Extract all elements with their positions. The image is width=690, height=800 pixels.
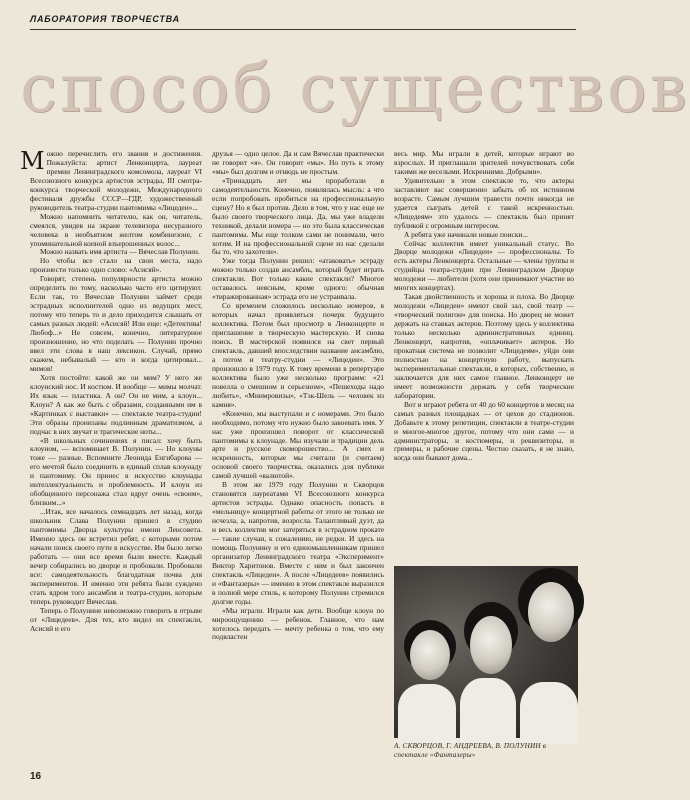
paragraph: Но чтобы все стало на свои места, надо произнести только одно слово: «Асисяй». <box>30 256 202 275</box>
paragraph: ...Итак, все началось семнадцать лет назад, когда школьник Слава Полунин пришел в студию пантомимы Дворца культуры имени Ленсовета. Именно здесь он встретил ребят, с которыми потом начали поиск своего пути в искусстве. Им было легко работать — они все время были вместе. Каждый вечер собирались во дворце и пробовали. Пробовали все: самодеятельность благодатная почва для экспериментов. И именно эти ребята были суждено стать ядром того ансамбля и театра-студии, которым теперь руководит Вячеслав. <box>30 507 202 606</box>
figure-body-center <box>460 678 516 744</box>
figure-face-left <box>410 630 450 680</box>
figure-body-left <box>398 684 456 744</box>
paragraph: Сейчас коллектив имеет уникальный статус. Во Дворце молодежи «Лицедеи» — профессионалы. То есть актеры Ленконцерта. Остальные — члены труппы и студийцы театра-студии при Ленинградском Дворце молодежи — любители (хотя они принимают участие во многих концертах). <box>394 238 574 293</box>
paragraph: весь мир. Мы играли в детей, которые играют во взрослых. И приглашали зрителей почувствовать себя такими же веселыми. Искренними. Добрыми». <box>394 149 574 176</box>
drop-cap: М <box>20 147 45 175</box>
paragraph: А ребята уже начинали новые поиски... <box>404 229 528 239</box>
article-headline <box>20 46 690 132</box>
paragraph: Хотя постойте: какой же он мим? У него же клоунский нос. И костюм. И вообще — мимы молчат. Их язык — пластика. А он? Он не мим, а клоун... Клоун? А как же быть с образами, созданными им в «Картинках с выставки» — спектакле театра-студии! Эти образы пронизаны подлинным драматизмом, а подчас в них звучат и трагические ноты... <box>30 372 202 436</box>
photo-caption <box>394 742 578 760</box>
text-column-1 <box>20 147 202 776</box>
paragraph: «Конечно, мы выступали и с номерами. Это было необходимо, потому что нужно было завоевать имя. У нас уже произошел поворот от классической пантомимы к клоунаде. Мы изучали и традиции дель арте и русское скоморошество... А смех и искренность, которые мы считали (и считаем) основой своего творчества, оказались для публики самой лучшей «валютой». <box>212 408 384 481</box>
paragraph: Можно назвать имя артиста — Вячеслав Полунин. <box>40 247 200 257</box>
paragraph: «В школьных сочинениях я писал: хочу быть клоуном, — вспоминает В. Полунин. — Но клоуны тоже — разные. Вспомните Леонида Енгибарова — его мечтой было соединить в единый сплав клоунаду и пантомиму. Он принес в искусство клоунады интеллектуальность и проблемность. И клоун из обобщенного персонажа стал вдруг очень «своим», близким...» <box>30 435 202 508</box>
caption-note: в спектакле «Фантазеры» <box>394 742 547 759</box>
photo-clowns <box>394 566 578 738</box>
paragraph: «Мы играли. Играли как дети. Вообще клоун по мироощущению — ребенок. Главное, что нам хотелось передать — мечту ребенка о том, что ему подвластен <box>212 605 384 642</box>
figure-face-right <box>528 582 574 642</box>
text-column-3 <box>394 150 574 563</box>
paragraph: Такая двойственность и хороша и плоха. Во Дворце молодежи «Лицедеи» имеют свой зал, свой театр — «творческий полигон» для поиска. Но дворец не может держать на ставках актеров. Поэтому здесь у коллектива только несколько административных единиц. Ленконцерт, напротив, «оплачивает» актеров. Но прокатная система не позволит «Лицедеям», уйди они полностью на концертную работу, выпускать экспериментальные спектакли, в которых, собственно, и заключается для них самое главное. Ленконцерт не имеет возможности держать у себя творческие лаборатории. <box>394 292 574 400</box>
paragraph: Уже тогда Полунин решил: «атаковать» эстраду можно только создав ансамбль, который будет играть спектакли. Вот только какие спектакли? Многое оставалось неясным, кроме одного: обычная «тиражированная» эстрада его не устраивала. <box>212 256 384 302</box>
header-rule <box>30 29 576 30</box>
paragraph: «Тринадцать лет мы проработали в самодеятельности. Конечно, появлялась мысль: а что если попробовать пробиться на профессиональную сцену? Но я был против. Дело в том, что у нас еще не было своего творческого лица. Да, мы уже владели техникой, делали номера — но это была классическая пантомима. Мы еще толком сами не понимали, чего хотим. И на профессиональной сцене из нас сделали бы то, что захотели». <box>212 175 384 257</box>
section-rubric: ЛАБОРАТОРИЯ ТВОРЧЕСТВА <box>30 14 180 24</box>
figure-body-right <box>520 682 578 744</box>
paragraph: Можно напомнить читателю, как он, читатель, смеялся, увидев на экране телевизора несуразного человека в необъятном желтом комбинезоне, с упоминательной копной взъерошенных волос... <box>30 211 202 248</box>
figure-face-center <box>470 616 512 674</box>
paragraph: Со временем сложилось несколько номеров, в которых начал проявляться почерк будущего коллектива. Потом был просмотр в Ленконцерте и приглашение в творческую мастерскую. И снова поиск. В мастерской появился на свет первый спектакль, давший впоследствии название ансамблю, а потом и театру-студии — «Лицедеи». Это произошло в 1979 году. К тому времени в репертуаре коллектива было уже несколько программ: «21 новелла о смешном и серьезном», «Пешеходы надо любить», «Миимровизы», «Тэк-Шель — человек из камня». <box>212 301 384 409</box>
caption-names: А. СКВОРЦОВ, Г. АНДРЕЕВА, В. ПОЛУНИН <box>394 742 541 750</box>
paragraph: Теперь о Полунине невозможно говорить в отрыве от «Лицедеев». Для тех, кто видел их спектакли, Асисяй и его <box>30 605 202 633</box>
page-number: 16 <box>30 771 42 782</box>
paragraph: друзья — одно целое. Да и сам Вячеслав практически не говорит «я». Он говорит «мы». Но путь к этому «мы» был долгим и отнюдь не простым. <box>212 149 384 176</box>
paragraph: В этом же 1979 году Полунин и Скворцов становятся лауреатами VI Всесоюзного конкурса артистов эстрады. Однако опасность попасть в «мельницу» концертной работы от этого не только не исчезла, а, напротив, возросла. Талантливый дуэт, да и весь коллектив мог затеряться в эстрадном прокате — такие случаи, к сожалению, не редки. И здесь на помощь Полунину и его единомышленникам пришел организатор Ленинградского театра «Эксперимент» Виктор Харитонов. Вместе с ним и был закончен спектакль «Лицедеи». А после «Лицедеев» появились и «Фантазеры» — именно в этом спектакле выразился в полной мере стиль, к которому Полунин стремился долгие годы. <box>212 480 384 606</box>
paragraph: ожно перечислить его звания и достижения. Пожалуйста: артист Ленконцерта, лауреат премии Ленинградского комсомола, лауреат VI Всесоюзного конкурса артистов эстрады, III смотра-конкурса творческой молодежи, Международного фестиваля дружбы СССР—ГДР, художественный руководитель театра-студии пантомимы «Лицедеи»... <box>30 149 202 212</box>
text-column-2 <box>212 150 384 776</box>
headline-text: способ существов <box>20 50 690 127</box>
paragraph: Говорят, степень популярности артиста можно определить по тому, насколько часто его цитируют. Если так, то Вячеслав Полунин займет среди эстрадных исполнителей одно из ведущих мест, потому что теперь то и дело приходится слышать от самых разных людей: «Асисяй! Или еще: «Детектива! Любоф...» Не совсем, конечно, литературное произношение, но что поделать — Полунин прочно ввел эти слова в наш лексикон. Случай, прямо скажем, небывалый — кто и когда цитировал... мимов! <box>30 274 202 373</box>
paragraph: Вот и играют ребята от 40 до 60 концертов в месяц на самых разных площадках — от цехов до стадионов. Добавьте к этому репетиции, спектакли в театре-студии и многое-многое другое, потому что они сами — и администраторы, и костюмеры, и реквизиторы, и гримеры, и рабочие сцены. Честно сказать, я не знаю, когда они бывают дома... <box>394 399 574 463</box>
paragraph: Удивительно в этом спектакле то, что актеры заставляют вас совершенно забыть об их истинном возрасте. Самым лучшим травести почти никогда не удается сыграть детей с такой искренностью. «Лицедеям» это удалось — спектакль был принят публикой с огромным интересом. <box>394 175 574 230</box>
